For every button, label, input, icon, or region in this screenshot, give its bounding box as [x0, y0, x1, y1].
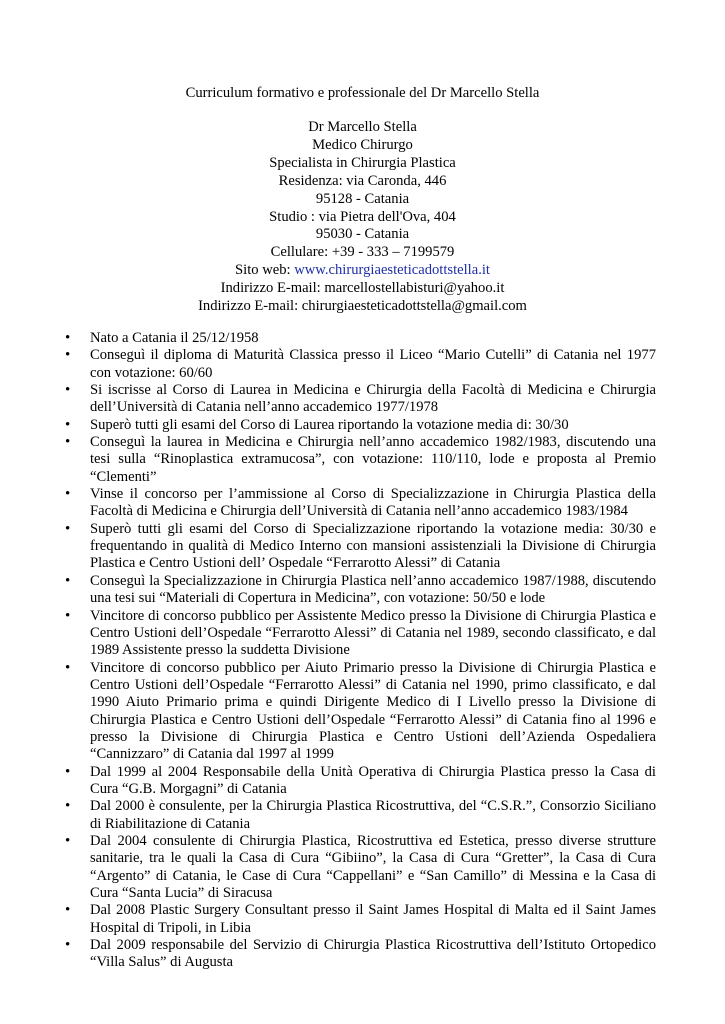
doctor-specialty: Specialista in Chirurgia Plastica [269, 154, 456, 171]
list-item: • Dal 1999 al 2004 Responsabile della Unità Operativa di Chirurgia Plastica presso la Casa di Cura “G.B. Morgagni” di Catania [64, 764, 656, 799]
website-label: Sito web: [235, 262, 295, 279]
list-item: • Nato a Catania il 25/12/1958 [64, 330, 656, 347]
list-item: • Dal 2009 responsabile del Servizio di Chirurgia Plastica Ricostruttiva dell’Istituto Ortopedico “Villa Salus” di Augusta [64, 937, 656, 972]
list-item: • Dal 2008 Plastic Surgery Consultant presso il Saint James Hospital di Malta ed il Saint James Hospital di Tripoli, in Libia [64, 902, 656, 937]
career-list [64, 330, 656, 972]
studio-city: 95030 - Catania [315, 226, 410, 243]
doctor-name: Dr Marcello Stella [308, 119, 417, 135]
residence-city: 95128 - Catania [315, 190, 410, 207]
list-item: • Conseguì il diploma di Maturità Classica presso il Liceo “Mario Cutelli” di Catania nel 1977 con votazione: 60/60 [64, 347, 656, 382]
list-item: • Conseguì la Specializzazione in Chirurgia Plastica nell’anno accademico 1987/1988, discutendo una tesi sui “Materiali di Copertura in Medicina”, con votazione: 50/50 e lode [64, 573, 656, 608]
list-item: • Dal 2004 consulente di Chirurgia Plastica, Ricostruttiva ed Estetica, presso diverse strutture sanitarie, tra le quali la Casa di Cura “Gibiino”, la Casa di Cura “Gretter”, la Casa di Cura “Argento” di Catania, le Case di Cura “Cappellani” e “San Camillo” di Messina e la Casa di Cura “Santa Lucia” di Siracusa [64, 833, 656, 902]
doctor-role: Medico Chirurgo [312, 136, 413, 153]
list-item: • Vinse il concorso per l’ammissione al Corso di Specializzazione in Chirurgia Plastica della Facoltà di Medicina e Chirurgia dell’Università di Catania nell’anno accademico 1983/1984 [64, 486, 656, 521]
list-item: • Superò tutti gli esami del Corso di Laurea riportando la votazione media di: 30/30 [64, 417, 656, 434]
website-line [0, 262, 725, 280]
list-item: • Si iscrisse al Corso di Laurea in Medicina e Chirurgia della Facoltà di Medicina e Chirurgia dell’Università di Catania nell’anno accademico 1977/1978 [64, 382, 656, 417]
website-link[interactable]: www.chirurgiaesteticadottstella.it [294, 262, 490, 279]
email-primary: Indirizzo E-mail: marcellostellabisturi@yahoo.it [220, 280, 505, 297]
list-item: • Vincitore di concorso pubblico per Assistente Medico presso la Divisione di Chirurgia Plastica e Centro Ustioni dell’Ospedale “Ferrarotto Alessi” di Catania nel 1989, secondo classificato, e dal 1989 Assistente presso la suddetta Divisione [64, 608, 656, 660]
residence-address: Residenza: via Caronda, 446 [278, 172, 447, 189]
phone-number: Cellulare: +39 - 333 – 7199579 [270, 244, 455, 261]
document-title: Curriculum formativo e professionale del Dr Marcello Stella [185, 85, 540, 101]
email-secondary: Indirizzo E-mail: chirurgiaesteticadottstella@gmail.com [198, 298, 527, 315]
list-item: • Conseguì la laurea in Medicina e Chirurgia nell’anno accademico 1982/1983, discutendo una tesi sulla “Rinoplastica extramucosa”, con votazione: 110/110, lode e proposta al Premio “Clementi” [64, 434, 656, 486]
list-item: • Dal 2000 è consulente, per la Chirurgia Plastica Ricostruttiva, del “C.S.R.”, Consorzio Siciliano di Riabilitazione di Catania [64, 798, 656, 833]
studio-address: Studio : via Pietra dell'Ova, 404 [269, 208, 456, 225]
list-item: • Vincitore di concorso pubblico per Aiuto Primario presso la Divisione di Chirurgia Plastica e Centro Ustioni dell’Ospedale “Ferrarotto Alessi” di Catania nel 1990, primo classificato, e dal 1990 Aiuto Primario prima e quindi Dirigente Medico di I Livello presso la Divisione di Chirurgia Plastica e Centro Ustioni dell’Ospedale “Ferrarotto Alessi” di Catania fino al 1996 e presso la Divisione di Chirurgia Plastica e Centro Ustioni dell’Azienda Ospedaliera “Cannizzaro” di Catania dal 1997 al 1999 [64, 660, 656, 764]
contact-header [0, 119, 725, 316]
list-item: • Superò tutti gli esami del Corso di Specializzazione riportando la votazione media: 30/30 e frequentando in qualità di Medico Interno con mansioni assistenziali la Divisione di Chirurgia Plastica e Centro Ustioni dell’ Ospedale “Ferrarotto Alessi” di Catania [64, 521, 656, 573]
